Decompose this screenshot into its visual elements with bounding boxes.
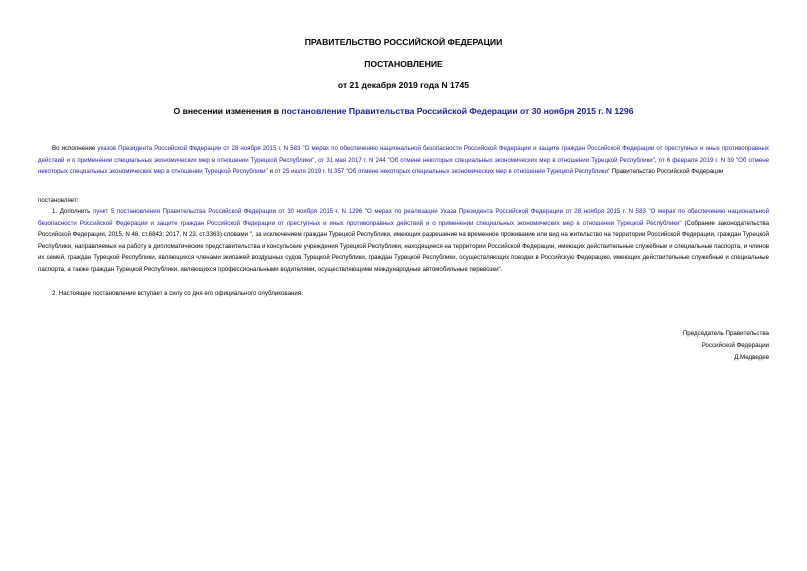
item-1-text: (Собрание законодательства Российской Федерации, 2015, N 48, ст.6843; 2017, N 23, ст.3363) словами ", за исключением граждан Турецкой Республики, имеющих разрешение на временное проживание или вид на жительство на территории Российской Федерации, граждан Турецкой Республики, направляемых на работу в дипломатические представительства и консульские учреждения Турецкой Республики, находящиеся на территории Российской Федерации, имеющих действительные служебные и специальные паспорта, и членов их семей, граждан Турецкой Республики, являющихся членами экипажей воздушных судов Турецкой Республики, граждан Турецкой Республики, осуществляющих поездки в Российскую Федерацию, имеющих действительные служебные и специальные паспорта, а также граждан Турецкой Республики, являющихся профессиональными водителями, осуществляющими международные автомобильные перевозки". <box>38 219 770 273</box>
preamble-text: Правительство Российской Федерации <box>610 168 724 176</box>
decree-357-link[interactable]: от 25 июля 2019 г. N 357 "Об отмене некоторых специальных экономических мер в отношении Турецкой Республики" <box>274 168 611 176</box>
preamble-text: , <box>654 156 659 164</box>
item-1-paragraph <box>38 206 769 276</box>
preamble-text: , <box>314 156 319 164</box>
signature-position: Председатель Правительства <box>682 330 769 337</box>
document-subject <box>0 106 807 116</box>
item-2-paragraph: 2. Настоящее постановление вступает в силу со дня его официального опубликования. <box>52 290 303 297</box>
decrees-link[interactable]: указов <box>97 145 117 152</box>
subject-decree-link[interactable]: постановление Правительства Российской Федерации от 30 ноября 2015 г. N 1296 <box>281 106 634 116</box>
government-title: ПРАВИТЕЛЬСТВО РОССИЙСКОЙ ФЕДЕРАЦИИ <box>304 37 503 47</box>
resolves-paragraph: постановляет: <box>38 197 79 204</box>
preamble-text: Во исполнение <box>52 145 98 152</box>
preamble-paragraph <box>38 143 769 178</box>
decree-583-link[interactable]: Президента Российской Федерации от 28 ноября 2015 г. N 583 "О мерах по обеспечению национальной безопасности Российской Федерации и защите граждан Российской Федерации от преступных и иных противоправных действий и о применении специальных экономических мер в отношении Турецкой Республики" <box>38 145 769 164</box>
item-5-resolution-link[interactable]: пункт 5 постановления Правительства Российской Федерации от 30 ноября 2015 г. N 1296 "О мерах по реализации Указа Президента Российской Федерации от 28 ноября 2015 г. N 583 "О мерах по обеспечению национальной безопасности Российской Федерации и защите граждан Российской Федерации от преступных и иных противоправных действий и о применении специальных экономических мер в отношении Турецкой Республики" <box>38 208 769 227</box>
signature-organization: Российской Федерации <box>701 342 769 349</box>
subject-prefix: О внесении изменения в <box>173 106 282 116</box>
preamble-text: и <box>267 168 275 176</box>
decree-39-link[interactable]: от 6 февраля 2019 г. N 39 "Об отмене некоторых специальных экономических мер в отношении Турецкой Республики" <box>38 156 770 176</box>
decree-244-link[interactable]: от 31 мая 2017 г. N 244 "Об отмене некоторых специальных экономических мер в отношении Турецкой Республики" <box>318 156 655 164</box>
signature-name: Д.Медведев <box>734 354 769 361</box>
item-1-text: 1. Дополнить <box>52 208 93 215</box>
document-date-number: от 21 декабря 2019 года N 1745 <box>337 80 470 90</box>
document-kind: ПОСТАНОВЛЕНИЕ <box>364 59 443 69</box>
